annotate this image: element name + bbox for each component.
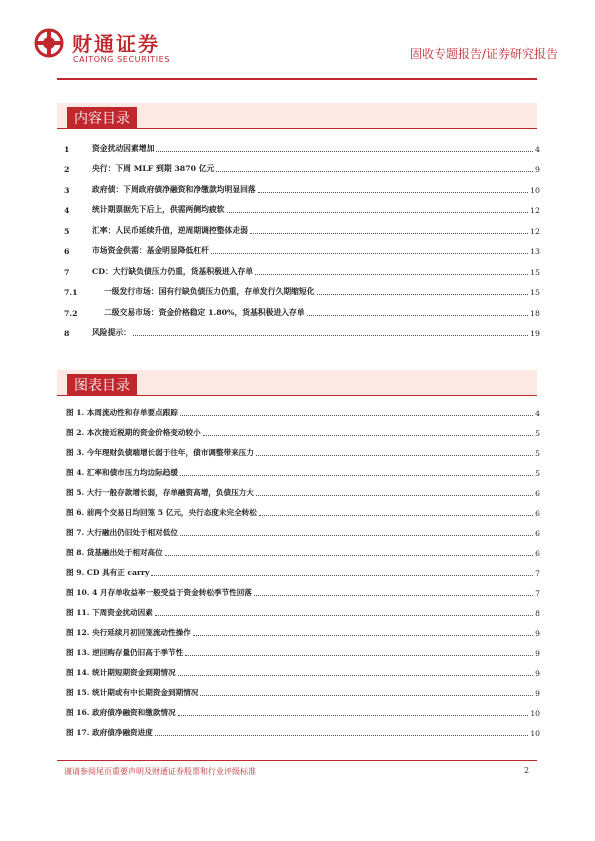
figure-list-row[interactable] [66,664,540,678]
figure-list-row[interactable] [66,464,540,478]
caitong-logo-icon [34,28,64,58]
figure-page: 10 [530,729,540,738]
brand-name-en: CAITONG SECURITIES [73,55,170,64]
figures-heading-bar [57,370,537,396]
figure-list-row[interactable] [66,724,540,738]
figure-leader [180,415,533,416]
figure-page: 7 [535,589,540,598]
figure-leader [180,475,533,476]
figure-leader [155,615,533,616]
figure-title: 图 15. 统计期或有中长期资金到期情况 [66,688,199,697]
figure-leader [203,435,533,436]
figure-title: 图 10. 4 月存单收益率一般受益于资金转松季节性回落 [66,588,252,597]
header-rule [57,78,537,80]
toc-num: 7 [64,268,70,277]
toc-row[interactable] [64,283,540,297]
figure-title: 图 2. 本次接近税期的资金价格变动较小 [66,428,201,437]
figure-leader [256,495,533,496]
figure-leader [193,635,533,636]
toc-row[interactable] [64,222,540,236]
toc-page: 12 [530,227,540,236]
brand-name-cn: 财通证券 [72,32,160,56]
toc-leader [211,253,528,254]
toc-page: 12 [530,206,540,215]
figure-page: 9 [535,689,540,698]
figure-title: 图 1. 本周流动性和存单要点跟踪 [66,408,178,417]
toc-title: 风险提示： [92,328,131,337]
toc-num: 4 [64,206,70,215]
figure-page: 8 [535,609,540,618]
figure-leader [155,735,528,736]
figure-leader [256,455,533,456]
toc-leader [317,294,529,295]
figure-list-row[interactable] [66,564,540,578]
figure-leader [180,535,533,536]
footer-rule [57,760,537,761]
toc-num: 3 [64,186,70,195]
toc-title: CD：大行缺负债压力仍重，货基积极进入存单 [92,267,254,276]
figure-leader [185,655,533,656]
figure-title: 图 4. 汇率和债市压力均边际趋缓 [66,468,178,477]
figure-title: 图 12. 央行延续月初回笼流动性操作 [66,628,191,637]
figure-page: 5 [535,429,540,438]
toc-page: 4 [535,145,540,154]
figure-page: 9 [535,629,540,638]
toc-num: 5 [64,227,70,236]
toc-leader [216,171,533,172]
toc-row[interactable] [64,242,540,256]
toc-page: 10 [530,186,540,195]
figure-title: 图 16. 政府债净融资和缴款情况 [66,708,176,717]
toc-num: 6 [64,247,70,256]
toc-page: 15 [530,268,540,277]
figure-leader [254,595,533,596]
figure-leader [151,575,533,576]
figure-page: 6 [535,489,540,498]
figure-page: 6 [535,529,540,538]
toc-num: 7.1 [64,288,78,297]
figures-heading-rule [57,395,537,397]
toc-row[interactable] [64,324,540,338]
figure-leader [200,695,533,696]
toc-title: 央行：下周 MLF 到期 3870 亿元 [92,164,215,173]
toc-row[interactable] [64,140,540,154]
toc-num: 8 [64,329,70,338]
toc-row[interactable] [64,181,540,195]
toc-leader [133,335,528,336]
figure-leader [178,715,529,716]
toc-num: 2 [64,165,70,174]
figure-page: 10 [530,709,540,718]
toc-title: 市场资金供需：基金明显降低杠杆 [92,246,209,255]
figure-page: 5 [535,469,540,478]
figure-page: 4 [535,409,540,418]
toc-leader [227,212,529,213]
toc-row[interactable] [64,201,540,215]
toc-title: 二级交易市场：资金价格稳定 1.80%，货基积极进入存单 [104,308,305,317]
toc-title: 一级发行市场：国有行缺负债压力仍重，存单发行久期缩短化 [104,287,315,296]
toc-page: 19 [530,329,540,338]
toc-heading: 内容目录 [67,107,137,129]
toc-title: 统计期票据先下后上，供需两侧均疲软 [92,205,225,214]
toc-row[interactable] [64,263,540,277]
figure-page: 6 [535,549,540,558]
figure-page: 9 [535,669,540,678]
figure-list-row[interactable] [66,544,540,558]
report-type: 固收专题报告/证券研究报告 [409,47,558,61]
toc-leader [258,192,528,193]
figure-list-row[interactable] [66,624,540,638]
figure-page: 9 [535,649,540,658]
figure-page: 5 [535,449,540,458]
figure-title: 图 8. 货基融出处于相对高位 [66,548,163,557]
figure-title: 图 7. 大行融出仍旧处于相对低位 [66,528,178,537]
figure-page: 6 [535,509,540,518]
toc-heading-rule [57,128,537,130]
toc-leader [307,315,528,316]
toc-page: 15 [530,288,540,297]
toc-page: 13 [530,247,540,256]
toc-title: 资金扰动因素增加 [92,144,155,153]
figure-list-row[interactable] [66,424,540,438]
toc-num: 7.2 [64,309,78,318]
figure-title: 图 6. 前两个交易日均回笼 5 亿元，央行态度未完全转松 [66,508,257,517]
toc-leader [255,274,528,275]
figure-list-row[interactable] [66,484,540,498]
figure-list-row[interactable] [66,504,540,518]
figure-list-row[interactable] [66,444,540,458]
figure-list-row[interactable] [66,684,540,698]
figure-title: 图 13. 逆回购存量仍旧高于季节性 [66,648,184,657]
figure-leader [165,555,533,556]
figure-title: 图 17. 政府债净融资进度 [66,728,153,737]
toc-row[interactable] [64,304,540,318]
figure-list-row[interactable] [66,524,540,538]
figure-leader [178,675,534,676]
figure-leader [259,515,533,516]
figure-title: 图 11. 下周资金扰动因素 [66,608,153,617]
figure-list-row[interactable] [66,584,540,598]
toc-title: 汇率：人民币延续升值，逆周期调控整体走弱 [92,226,248,235]
page-header [0,0,595,80]
figure-title: 图 9. CD 具有正 carry [66,568,150,577]
figure-title: 图 3. 今年理财负债端增长弱于往年，债市调整带来压力 [66,448,254,457]
toc-leader [250,233,528,234]
toc-row[interactable] [64,160,540,174]
toc-title: 政府债：下周政府债净融资和净缴款均明显回落 [92,185,256,194]
toc-num: 1 [64,145,70,154]
figure-list-row[interactable] [66,404,540,418]
figures-heading: 图表目录 [67,374,137,396]
figure-page: 7 [535,569,540,578]
figure-list-row[interactable] [66,644,540,658]
figure-list-row[interactable] [66,604,540,618]
figure-title: 图 14. 统计期短期资金到期情况 [66,668,176,677]
toc-page: 18 [530,309,540,318]
figure-list-row[interactable] [66,704,540,718]
figure-title: 图 5. 大行一般存款增长弱，存单融资高增，负债压力大 [66,488,254,497]
footer-disclaimer: 谨请参阅尾页重要声明及财通证券股票和行业评级标准 [64,767,256,776]
toc-page: 9 [535,165,540,174]
toc-heading-bar [57,103,537,129]
toc-leader [156,151,533,152]
page-number: 2 [524,766,530,775]
